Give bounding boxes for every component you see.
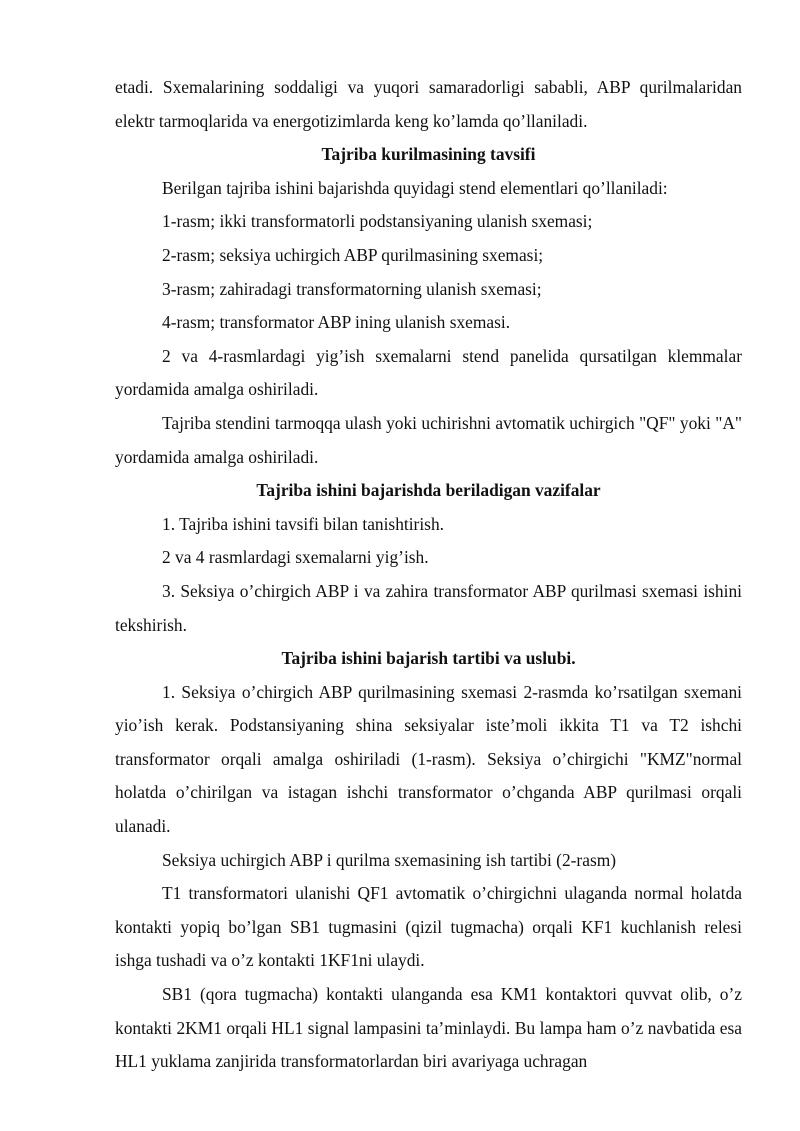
paragraph-network-connection: Tajriba stendini tarmoqqa ulash yoki uchirishni avtomatik uchirgich "QF" yoki "A" yordamida amalga oshiriladi. bbox=[115, 412, 742, 467]
task-item-3: 3. Seksiya o’chirgich ABP i va zahira transformator ABP qurilmasi sxemasi ishini tekshirish. bbox=[115, 580, 742, 635]
paragraph-work-order: Seksiya uchirgich ABP i qurilma sxemasining ish tartibi (2-rasm) bbox=[162, 849, 617, 870]
list-item-figure-2: 2-rasm; seksiya uchirgich ABP qurilmasining sxemasi; bbox=[162, 244, 544, 265]
paragraph-sb1-contact: SB1 (qora tugmacha) kontakti ulanganda esa KM1 kontaktori quvvat olib, o’z kontakti 2KM1 orqali HL1 signal lampasini ta’minlaydi. Bu lampa ham o’z navbatida esa HL1 yuklama zanjirida transformatorlardan biri avariyaga uchragan bbox=[115, 984, 742, 1072]
list-item-figure-3: 3-rasm; zahiradagi transformatorning ulanish sxemasi; bbox=[162, 278, 542, 299]
heading-setup-description: Tajriba kurilmasining tavsifi bbox=[321, 144, 536, 165]
paragraph-t1-connection: T1 transformatori ulanishi QF1 avtomatik o’chirgichni ulaganda normal holatda kontakti yopiq bo’lgan SB1 tugmasini (qizil tugmacha) orqali KF1 kuchlanish relesi ishga tushadi va o’z kontakti 1KF1ni ulaydi. bbox=[115, 883, 742, 971]
list-item-figure-1: 1-rasm; ikki transformatorli podstansiyaning ulanish sxemasi; bbox=[162, 211, 593, 232]
task-item-2: 2 va 4 rasmlardagi sxemalarni yig’ish. bbox=[162, 547, 429, 568]
task-item-1: 1. Tajriba ishini tavsifi bilan tanishtirish. bbox=[162, 513, 444, 534]
list-item-figure-4: 4-rasm; transformator ABP ining ulanish sxemasi. bbox=[162, 312, 511, 333]
paragraph-procedure-step-1: 1. Seksiya o’chirgich ABP qurilmasining sxemasi 2-rasmda ko’rsatilgan sxemani yio’ish kerak. Podstansiyaning shina seksiyalar iste’moli ikkita T1 va T2 ishchi transformator orqali amalga oshiriladi (1-rasm). Seksiya o’chirgichi "KMZ"normal holatda o’chirilgan va istagan ishchi transformator o’chganda ABP qurilmasi orqali ulanadi. bbox=[115, 681, 742, 837]
paragraph-intro: etadi. Sxemalarining soddaligi va yuqori samaradorligi sababli, ABP qurilmalaridan elektr tarmoqlarida va energotizimlarda keng ko’lamda qo’llaniladi. bbox=[115, 77, 742, 131]
document-body bbox=[115, 71, 742, 1079]
heading-procedure: Tajriba ishini bajarish tartibi va uslubi. bbox=[281, 648, 576, 669]
paragraph-elements-intro: Berilgan tajriba ishini bajarishda quyidagi stend elementlari qo’llaniladi: bbox=[162, 177, 668, 198]
paragraph-assembly: 2 va 4-rasmlardagi yig’ish sxemalarni stend panelida qursatilgan klemmalar yordamida amalga oshiriladi. bbox=[115, 345, 742, 400]
heading-tasks: Tajriba ishini bajarishda beriladigan vazifalar bbox=[256, 480, 601, 501]
